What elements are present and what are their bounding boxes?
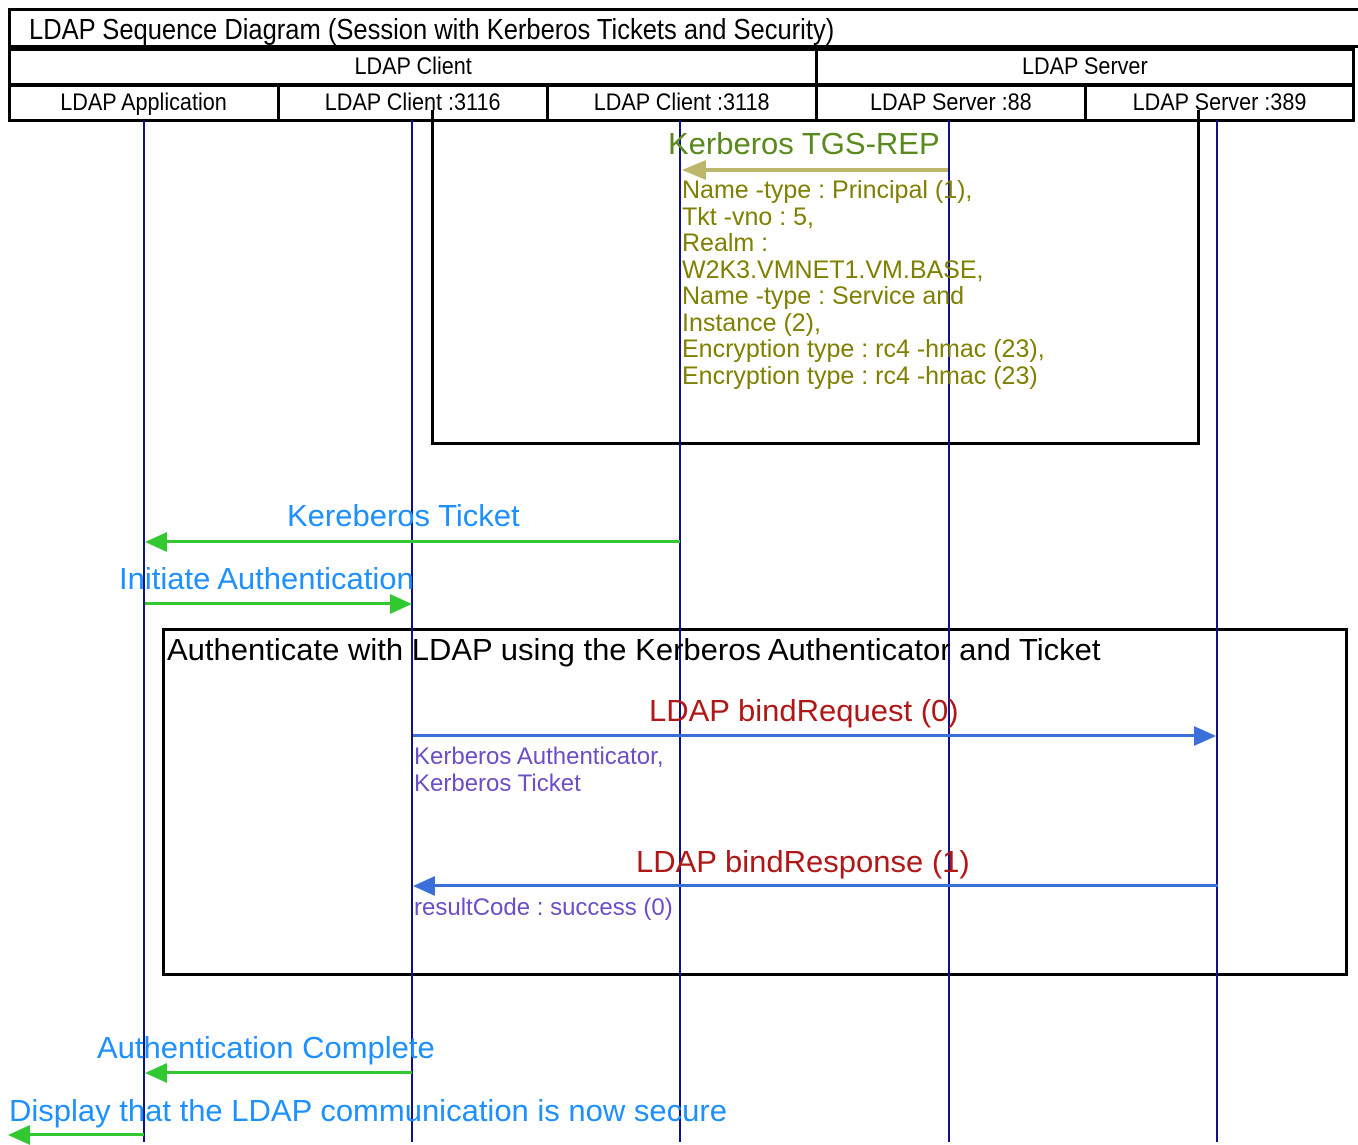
participant-label: LDAP Client :3118 (594, 89, 770, 116)
auth-frame-label: Authenticate with LDAP using the Kerberos Authenticator and Ticket (167, 632, 1101, 667)
detail-line: Tkt -vno : 5, (682, 202, 814, 231)
detail-line: Encryption type : rc4 -hmac (23), (682, 335, 1045, 363)
detail-line: resultCode : success (0) (414, 894, 673, 921)
participant-label: LDAP Server :88 (870, 89, 1032, 116)
bind-request-arrow-line (413, 734, 1198, 737)
lifeline-ldap-application (143, 120, 145, 1142)
detail-line: Instance (2), (682, 308, 821, 337)
diagram-title: LDAP Sequence Diagram (Session with Kerberos Tickets and Security) (29, 14, 835, 46)
kerberos-ticket-arrow-line (160, 540, 680, 543)
bind-request-label: LDAP bindRequest (0) (649, 693, 959, 728)
initiate-auth-arrow-line (145, 602, 395, 605)
tgs-rep-details (682, 177, 1045, 389)
kerberos-ticket-label: Kereberos Ticket (287, 498, 520, 533)
detail-line: Name -type : Principal (1), (682, 176, 973, 204)
arrow-left-icon (8, 1125, 30, 1145)
detail-line: W2K3.VMNET1.VM.BASE, (682, 255, 984, 284)
participant-ldap-application[interactable] (8, 84, 280, 122)
detail-line: Encryption type : rc4 -hmac (23) (682, 361, 1038, 390)
bind-response-arrow-line (430, 884, 1218, 887)
bind-response-label: LDAP bindResponse (1) (636, 844, 970, 879)
detail-line: Kerberos Authenticator, (414, 743, 664, 770)
display-secure-label: Display that the LDAP communication is now secure (9, 1093, 727, 1128)
lifeline-ldap-client-3118 (679, 120, 681, 1142)
diagram-title-bar (8, 8, 1358, 48)
tgs-rep-arrow-line (700, 168, 948, 172)
participant-label: LDAP Application (60, 89, 228, 116)
lifeline-ldap-client-3116 (411, 120, 413, 1142)
bind-request-details (414, 744, 664, 797)
arrow-left-icon (145, 1063, 167, 1083)
initiate-auth-label: Initiate Authentication (119, 561, 414, 596)
tgs-rep-label: Kerberos TGS-REP (668, 126, 940, 161)
bind-response-details (414, 895, 673, 922)
lifeline-ldap-server-389 (1216, 120, 1218, 1142)
participant-label: LDAP Client :3116 (325, 89, 501, 116)
detail-line: Kerberos Ticket (414, 769, 581, 797)
group-label: LDAP Client (354, 53, 472, 80)
auth-frame (162, 628, 1348, 976)
detail-line: Name -type : Service and (682, 282, 965, 310)
auth-complete-arrow-line (160, 1071, 412, 1074)
detail-line: Realm : (682, 229, 769, 257)
group-header-ldap-client (8, 48, 818, 86)
group-label: LDAP Server (1022, 53, 1148, 80)
arrow-left-icon (145, 532, 167, 552)
arrow-left-icon (413, 876, 435, 896)
participant-label: LDAP Server :389 (1132, 89, 1307, 116)
group-header-ldap-server (815, 48, 1355, 86)
arrow-right-icon (1194, 726, 1216, 746)
display-secure-arrow-line (24, 1133, 144, 1136)
auth-complete-label: Authentication Complete (97, 1030, 435, 1065)
arrow-right-icon (390, 594, 412, 614)
